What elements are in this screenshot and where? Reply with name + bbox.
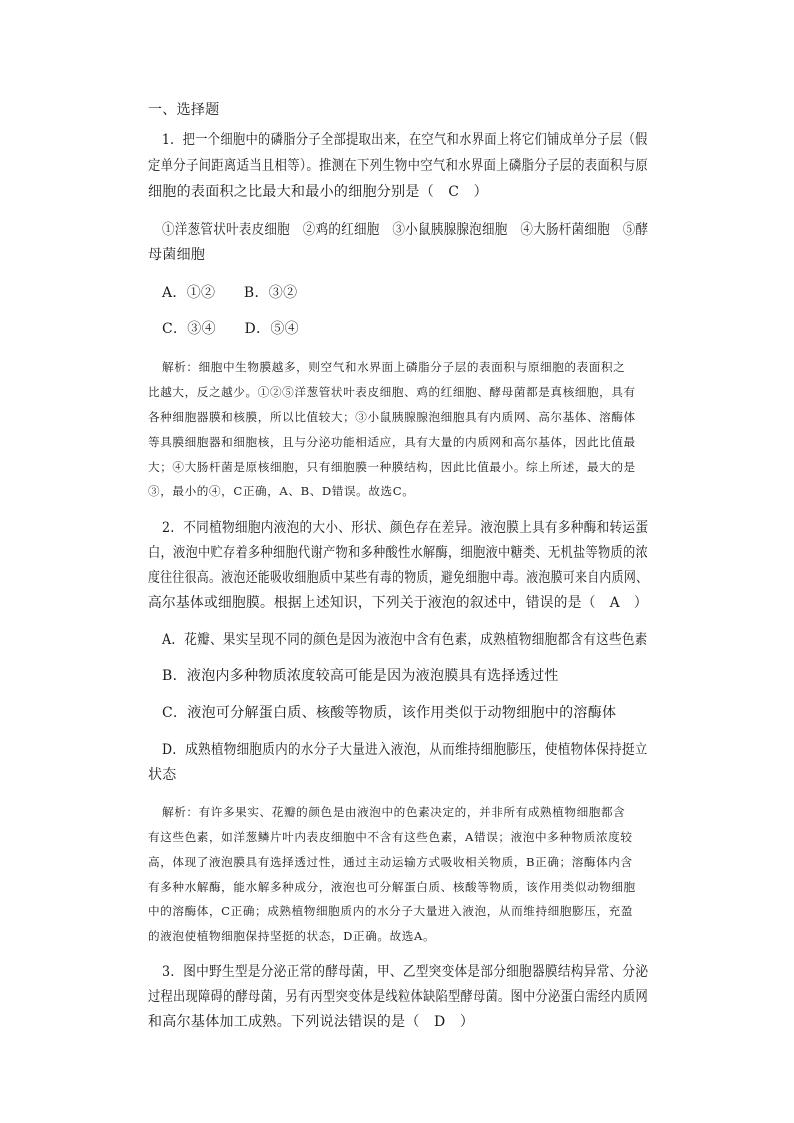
q2-stem-line: 度往往很高。液泡还能吸收细胞质中某些有毒的物质，避免细胞中毒。液泡膜可来自内质网、 (148, 570, 649, 586)
q2-stem-line: 白，液泡中贮存着多种细胞代谢产物和多种酸性水解酶，细胞液中糖类、无机盐等物质的浓 (148, 545, 648, 561)
q1-items-line: 母菌细胞 (148, 247, 206, 263)
q1-explanation-line: 比越大，反之越少。①②⑤洋葱管状叶表皮细胞、鸡的红细胞、酵母菌都是真核细胞，具有 (148, 385, 636, 399)
q2-explanation-line: 解析：有许多果实、花瓣的颜色是由液泡中的色素决定的，并非所有成熟植物细胞都含 (162, 805, 626, 819)
section-title: 一、选择题 (148, 102, 220, 118)
q2-explanation-line: 中的溶酶体，C正确；成熟植物细胞质内的水分子大量进入液泡，从而维持细胞膨压，充盈 (148, 904, 634, 918)
q1-stem-line: 定单分子间距离适当且相等）。推测在下列生物中空气和水界面上磷脂分子层的表面积与原 (148, 158, 649, 174)
q1-option-row: A．①② B．③② (162, 285, 298, 301)
q1-stem-line: 细胞的表面积之比最大和最小的细胞分别是（ C ） (148, 184, 488, 200)
q2-explanation-line: 高，体现了液泡膜具有选择透过性，通过主动运输方式吸收相关物质，B正确；溶酶体内含 (148, 855, 633, 869)
q1-explanation-line: ③，最小的④，C正确，A、B、D错误。故选C。 (148, 484, 415, 498)
q1-items-line: ①洋葱管状叶表皮细胞 ②鸡的红细胞 ③小鼠胰腺腺泡细胞 ④大肠杆菌细胞 ⑤酵 (162, 222, 649, 238)
q1-stem-line: 1．把一个细胞中的磷脂分子全部提取出来，在空气和水界面上将它们铺成单分子层（假 (162, 132, 648, 148)
q2-option-b: B．液泡内多种物质浓度较高可能是因为液泡膜具有选择透过性 (162, 668, 559, 684)
q1-explanation-line: 等具膜细胞器和细胞核，且与分泌功能相适应，具有大量的内质网和高尔基体，因此比值最 (148, 435, 636, 449)
q1-explanation-line: 各种细胞器膜和核膜，所以比值较大；③小鼠胰腺腺泡细胞具有内质网、高尔基体、溶酶体 (148, 410, 636, 424)
q3-stem-line: 过程出现障碍的酵母菌，另有丙型突变体是线粒体缺陷型酵母菌。图中分泌蛋白需经内质网 (148, 989, 648, 1005)
q1-explanation-line: 解析：细胞中生物膜越多，则空气和水界面上磷脂分子层的表面积与原细胞的表面积之 (162, 360, 626, 374)
q1-explanation-line: 大；④大肠杆菌是原核细胞，只有细胞膜一种膜结构，因此比值最小。综上所述，最大的是 (148, 460, 636, 474)
q3-stem-line: 3．图中野生型是分泌正常的酵母菌，甲、乙型突变体是部分细胞器膜结构异常、分泌 (162, 964, 649, 980)
q2-stem-line: 2．不同植物细胞内液泡的大小、形状、颜色存在差异。液泡膜上具有多种酶和转运蛋 (162, 520, 649, 536)
q2-option-c: C．液泡可分解蛋白质、核酸等物质，该作用类似于动物细胞中的溶酶体 (162, 705, 617, 721)
q2-option-d: D．成熟植物细胞质内的水分子大量进入液泡，从而维持细胞膨压，使植物体保持挺立 (162, 742, 648, 758)
q3-stem-line: 和高尔基体加工成熟。下列说法错误的是（ D ） (148, 1014, 475, 1030)
q2-stem-line: 高尔基体或细胞膜。根据上述知识，下列关于液泡的叙述中，错误的是（ A ） (148, 595, 648, 611)
q1-option-row: C．③④ D．⑤④ (162, 321, 299, 337)
q2-option-d-cont: 状态 (148, 767, 177, 783)
q2-explanation-line: 有这些色素，如洋葱鳞片叶内表皮细胞中不含有这些色素，A错误；液泡中多种物质浓度较 (148, 830, 633, 844)
q2-explanation-line: 有多种水解酶，能水解多种成分，液泡也可分解蛋白质、核酸等物质，该作用类似动物细胞 (148, 880, 636, 894)
q2-option-a: A．花瓣、果实呈现不同的颜色是因为液泡中含有色素，成熟植物细胞都含有这些色素 (162, 632, 648, 648)
q2-explanation-line: 的液泡使植物细胞保持坚挺的状态，D正确。故选A。 (148, 929, 436, 943)
